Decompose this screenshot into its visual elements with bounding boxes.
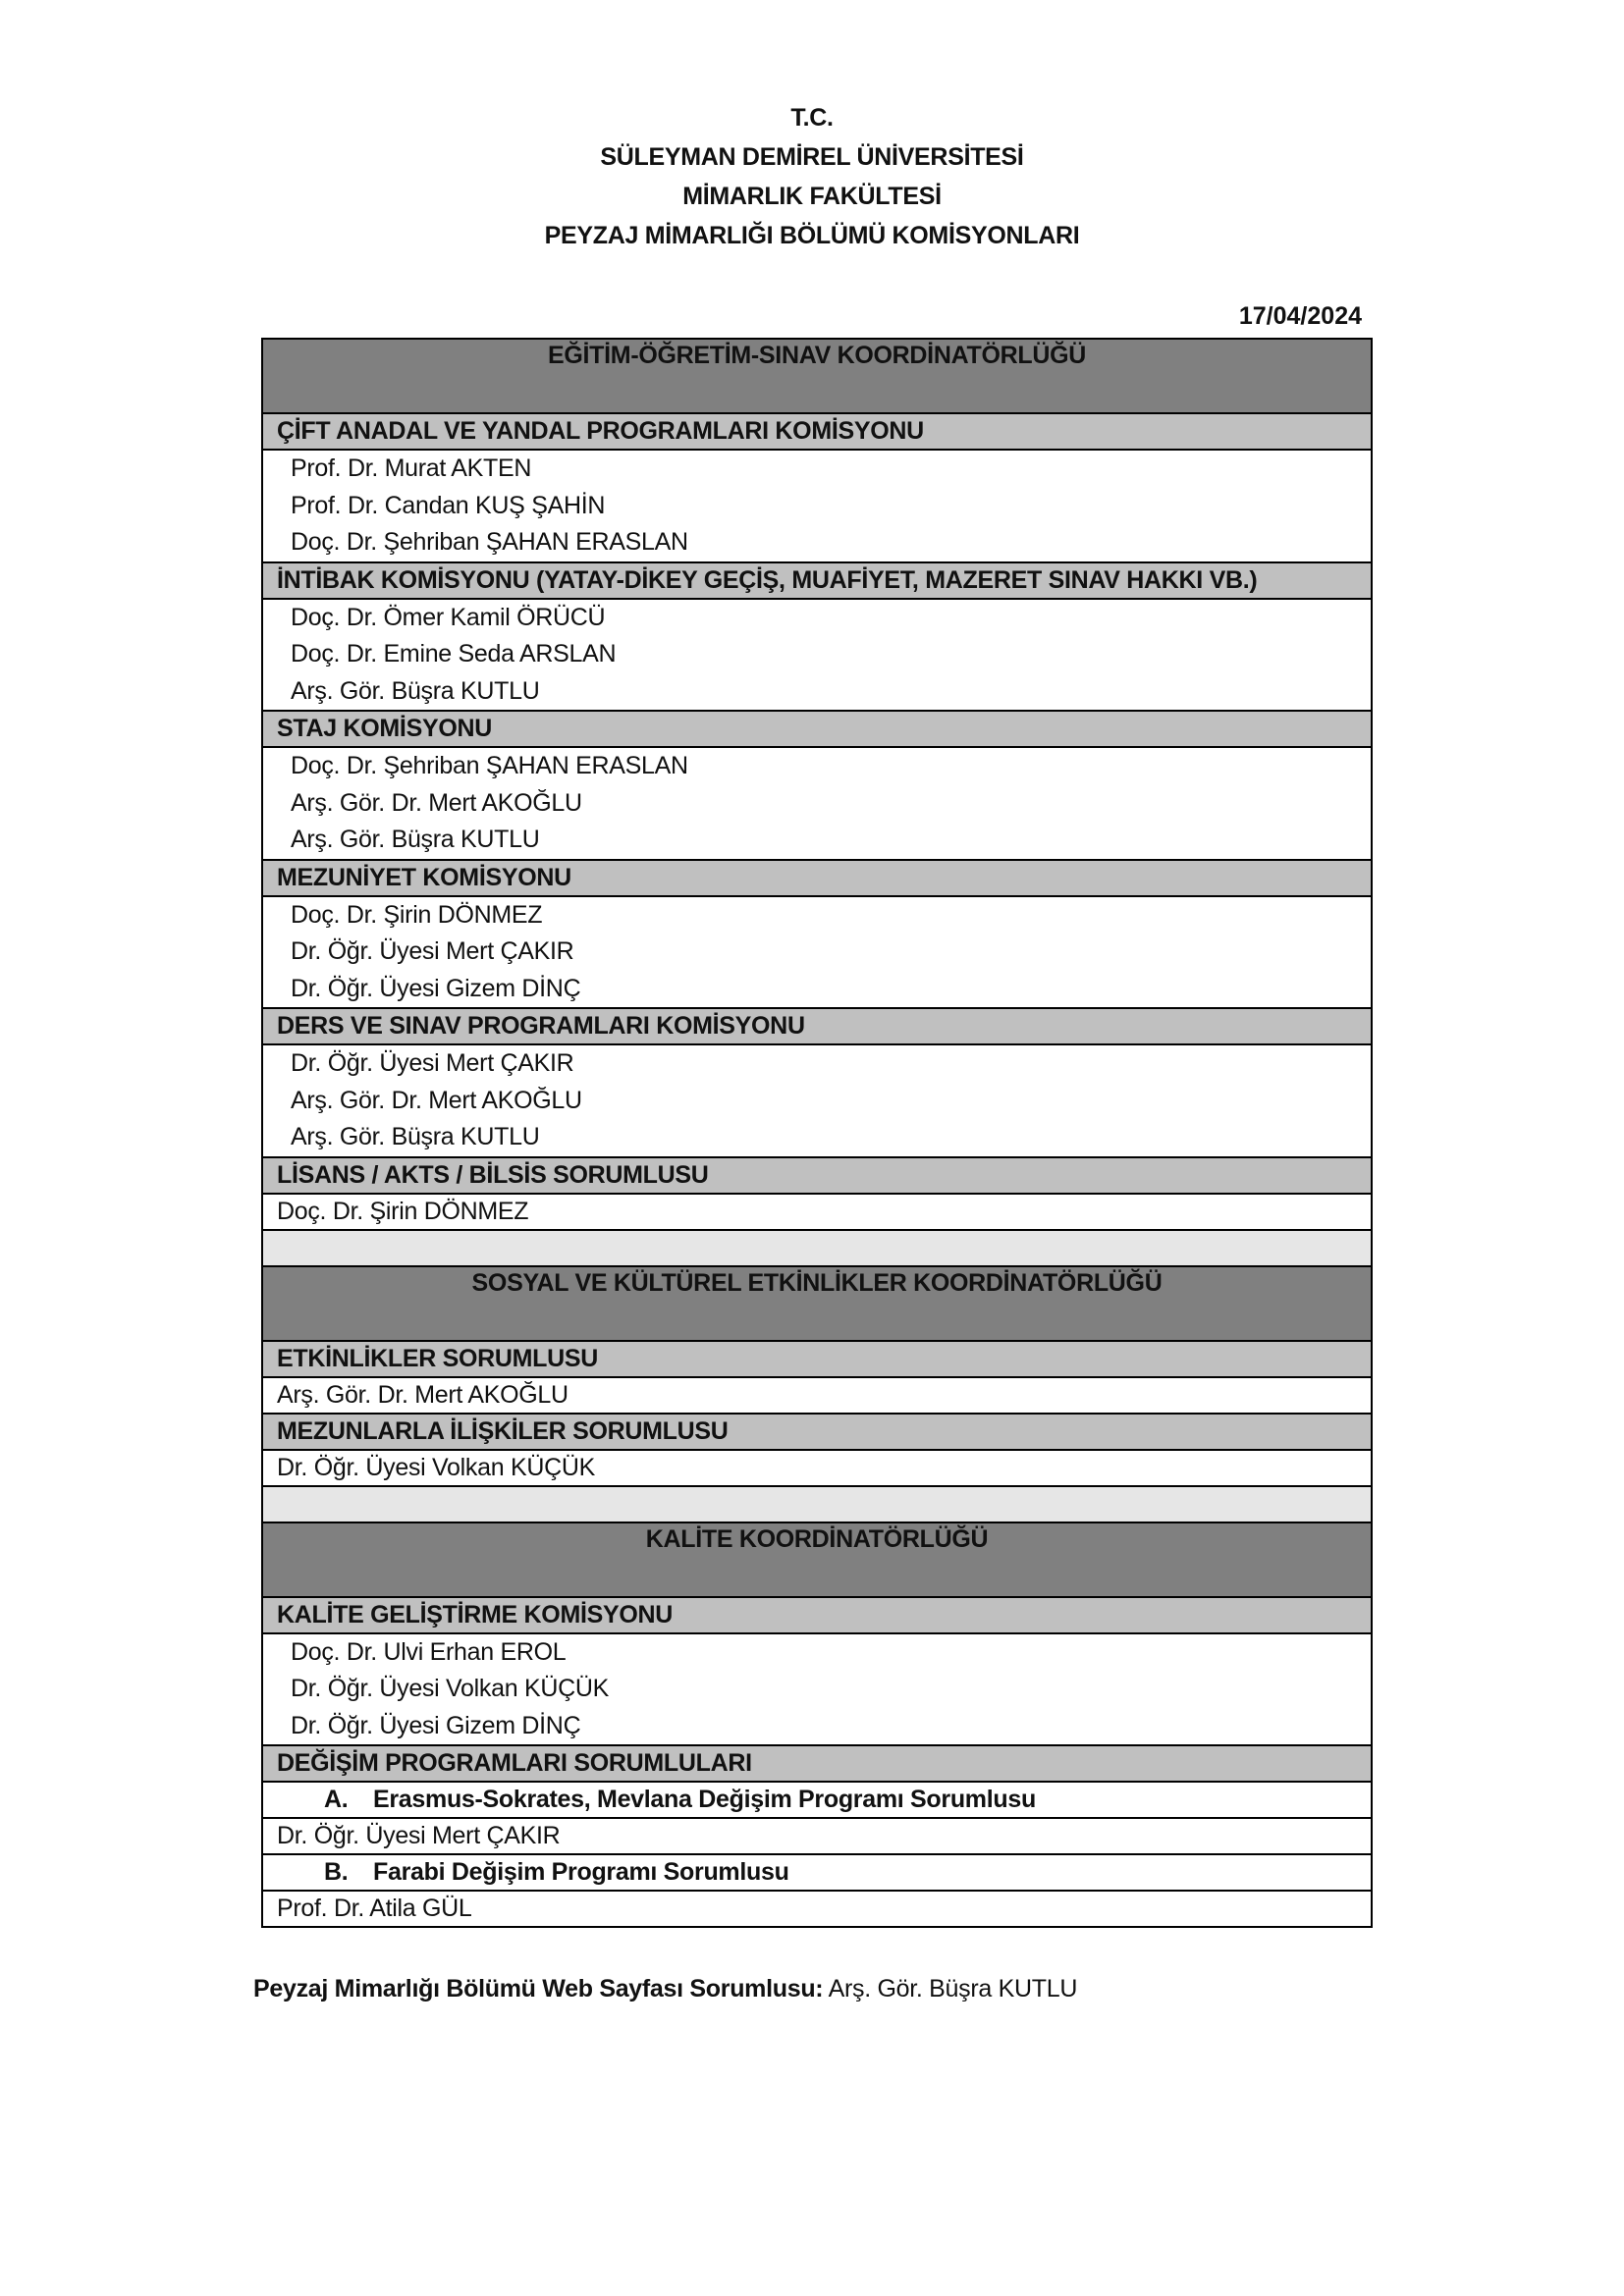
document-date: 17/04/2024 xyxy=(1238,302,1362,330)
member-name: Dr. Öğr. Üyesi Mert ÇAKIR xyxy=(262,1818,1372,1854)
member-name: Dr. Öğr. Üyesi Volkan KÜÇÜK xyxy=(291,1675,609,1702)
group-members xyxy=(262,1044,1372,1157)
member-name: Arş. Gör. Büşra KUTLU xyxy=(291,826,540,853)
member-name: Doç. Dr. Emine Seda ARSLAN xyxy=(291,640,617,667)
member-name: Prof. Dr. Candan KUŞ ŞAHİN xyxy=(291,491,606,519)
group-header: STAJ KOMİSYONU xyxy=(262,711,1372,747)
member-name: Doç. Dr. Şirin DÖNMEZ xyxy=(291,900,543,929)
group-header: MEZUNİYET KOMİSYONU xyxy=(262,860,1372,896)
member-name: Dr. Öğr. Üyesi Mert ÇAKIR xyxy=(291,937,574,965)
section-header: SOSYAL VE KÜLTÜREL ETKİNLİKLER KOORDİNATÖRLÜĞÜ xyxy=(262,1266,1372,1341)
section-header: EĞİTİM-ÖĞRETİM-SINAV KOORDİNATÖRLÜĞÜ xyxy=(262,339,1372,413)
subgroup-letter: A. xyxy=(324,1786,349,1813)
title-university: SÜLEYMAN DEMİREL ÜNİVERSİTESİ xyxy=(600,143,1024,171)
title-department: PEYZAJ MİMARLIĞI BÖLÜMÜ KOMİSYONLARI xyxy=(544,222,1080,249)
member-name: Arş. Gör. Dr. Mert AKOĞLU xyxy=(291,788,582,817)
footer-value: Arş. Gör. Büşra KUTLU xyxy=(823,1975,1078,2002)
member-name: Dr. Öğr. Üyesi Mert ÇAKIR xyxy=(291,1049,574,1077)
subgroup-header xyxy=(262,1782,1372,1818)
subgroup-header xyxy=(262,1854,1372,1891)
title-faculty: MİMARLIK FAKÜLTESİ xyxy=(682,183,942,210)
member-name: Doç. Dr. Şehriban ŞAHAN ERASLAN xyxy=(291,752,688,779)
document-title-block xyxy=(0,98,1624,255)
group-members xyxy=(262,747,1372,860)
subgroup-title: Farabi Değişim Programı Sorumlusu xyxy=(373,1858,789,1886)
title-country: T.C. xyxy=(790,104,834,132)
group-header: ÇİFT ANADAL VE YANDAL PROGRAMLARI KOMİSYONU xyxy=(262,413,1372,450)
member-name: Doç. Dr. Ulvi Erhan EROL xyxy=(291,1637,567,1666)
group-members xyxy=(262,1633,1372,1746)
member-name: Dr. Öğr. Üyesi Gizem DİNÇ xyxy=(291,974,581,1002)
member-name: Doç. Dr. Ömer Kamil ÖRÜCÜ xyxy=(291,603,606,631)
group-header: İNTİBAK KOMİSYONU (YATAY-DİKEY GEÇİŞ, MUAFİYET, MAZERET SINAV HAKKI VB.) xyxy=(262,562,1372,599)
subgroup-title: Erasmus-Sokrates, Mevlana Değişim Programı Sorumlusu xyxy=(373,1786,1036,1813)
group-header: LİSANS / AKTS / BİLSİS SORUMLUSU xyxy=(262,1157,1372,1194)
subgroup-letter: B. xyxy=(324,1858,349,1886)
group-header: ETKİNLİKLER SORUMLUSU xyxy=(262,1341,1372,1377)
group-header: DEĞİŞİM PROGRAMLARI SORUMLULARI xyxy=(262,1745,1372,1782)
section-header: KALİTE KOORDİNATÖRLÜĞÜ xyxy=(262,1522,1372,1597)
group-header: DERS VE SINAV PROGRAMLARI KOMİSYONU xyxy=(262,1008,1372,1044)
group-members xyxy=(262,450,1372,562)
member-name: Arş. Gör. Dr. Mert AKOĞLU xyxy=(291,1086,582,1114)
member-name: Arş. Gör. Büşra KUTLU xyxy=(291,676,540,705)
group-header: MEZUNLARLA İLİŞKİLER SORUMLUSU xyxy=(262,1414,1372,1450)
commissions-table xyxy=(261,338,1373,1928)
group-header: KALİTE GELİŞTİRME KOMİSYONU xyxy=(262,1597,1372,1633)
group-members xyxy=(262,1818,1372,1854)
group-members xyxy=(262,1450,1372,1486)
web-page-responsible xyxy=(253,1971,1077,2006)
member-name: Arş. Gör. Büşra KUTLU xyxy=(291,1123,540,1150)
group-members xyxy=(262,599,1372,712)
member-name: Doç. Dr. Şehriban ŞAHAN ERASLAN xyxy=(291,528,688,556)
member-name: Prof. Dr. Atila GÜL xyxy=(262,1891,1372,1927)
spacer-row xyxy=(262,1230,1372,1266)
group-members xyxy=(262,1891,1372,1927)
spacer-row xyxy=(262,1486,1372,1522)
member-name: Dr. Öğr. Üyesi Gizem DİNÇ xyxy=(291,1711,581,1739)
member-name: Arş. Gör. Dr. Mert AKOĞLU xyxy=(262,1377,1372,1414)
group-members xyxy=(262,896,1372,1009)
member-name: Dr. Öğr. Üyesi Volkan KÜÇÜK xyxy=(262,1450,1372,1486)
footer-label: Peyzaj Mimarlığı Bölümü Web Sayfası Sorumlusu: xyxy=(253,1975,824,2002)
member-name: Prof. Dr. Murat AKTEN xyxy=(291,454,532,482)
group-members xyxy=(262,1194,1372,1230)
group-members xyxy=(262,1377,1372,1414)
member-name: Doç. Dr. Şirin DÖNMEZ xyxy=(262,1194,1372,1230)
